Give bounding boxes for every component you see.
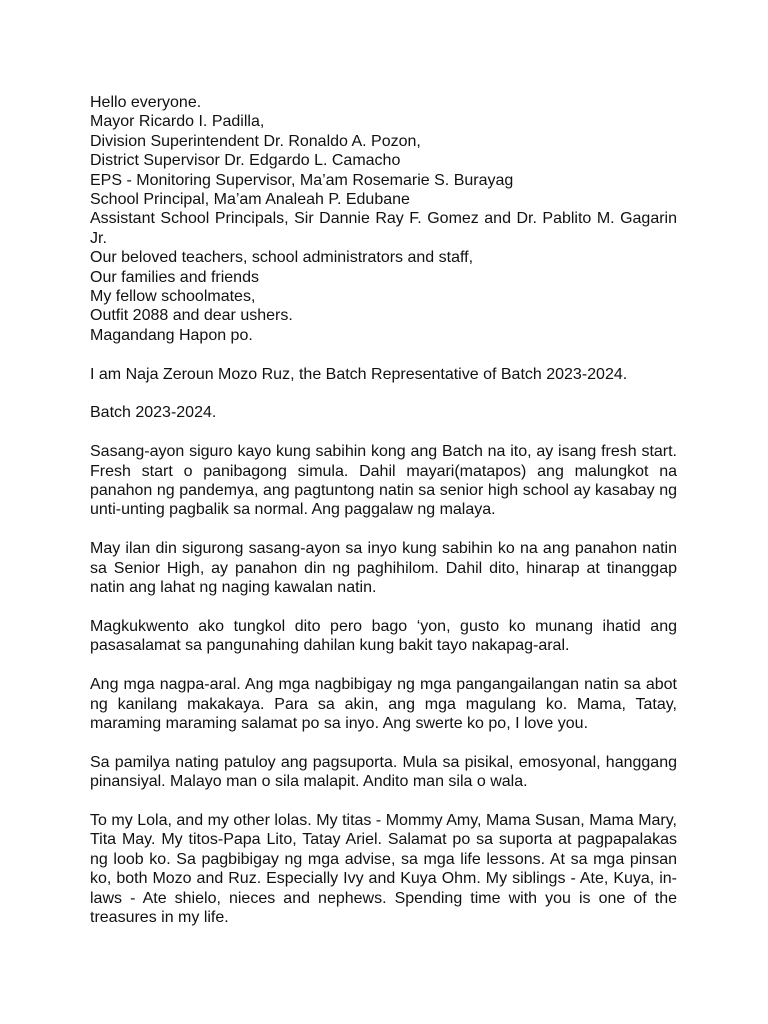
salutation-line: Our families and friends	[90, 268, 259, 286]
speech-paragraph: Batch 2023-2024.	[90, 404, 217, 422]
salutation-line: Assistant School Principals, Sir Dannie Ray F. Gomez and Dr. Pablito M. Gagarin Jr.	[90, 210, 677, 247]
speech-paragraph: Sasang-ayon siguro kayo kung sabihin kong ang Batch na ito, ay isang fresh start. Fresh start o panibagong simula. Dahil mayari(matapos) ang malungkot na panahon ng pandemya, ang pagtuntong natin sa senior high school ay kasabay ng unti-unting pagbalik sa normal. Ang paggalaw ng malaya.	[90, 443, 677, 519]
speech-paragraph: May ilan din sigurong sasang-ayon sa inyo kung sabihin ko na ang panahon natin sa Senior High, ay panahon din ng paghihilom. Dahil dito, hinarap at tinanggap natin ang lahat ng naging kawalan natin.	[90, 540, 677, 597]
salutation-line: Mayor Ricardo I. Padilla,	[90, 113, 265, 131]
salutation-block	[90, 93, 677, 345]
speech-paragraph: Ang mga nagpa-aral. Ang mga nagbibigay ng mga pangangailangan natin sa abot ng kanilang makakaya. Para sa akin, ang mga magulang ko. Mama, Tatay, maraming maraming salamat po sa inyo. Ang swerte ko po, I love you.	[90, 676, 677, 732]
document-page	[90, 93, 677, 927]
speech-paragraph: Magkukwento ako tungkol dito pero bago ‘yon, gusto ko munang ihatid ang pasasalamat sa pangunahing dahilan kung bakit tayo nakapag-aral.	[90, 617, 677, 655]
salutation-line: Division Superintendent Dr. Ronaldo A. Pozon,	[90, 132, 421, 150]
salutation-line: Our beloved teachers, school administrators and staff,	[90, 249, 474, 267]
salutation-line: Magandang Hapon po.	[90, 326, 253, 344]
speech-paragraph: Sa pamilya nating patuloy ang pagsuporta. Mula sa pisikal, emosyonal, hanggang pinansiyal. Malayo man o sila malapit. Andito man sila o wala.	[90, 753, 677, 791]
salutation-line: EPS - Monitoring Supervisor, Ma’am Rosemarie S. Burayag	[90, 171, 514, 189]
salutation-line: School Principal, Ma’am Analeah P. Edubane	[90, 191, 410, 209]
salutation-line: My fellow schoolmates,	[90, 288, 256, 306]
speech-paragraph: I am Naja Zeroun Mozo Ruz, the Batch Representative of Batch 2023-2024.	[90, 365, 628, 383]
greeting-line: Hello everyone.	[90, 94, 202, 111]
speech-paragraph: To my Lola, and my other lolas. My titas - Mommy Amy, Mama Susan, Mama Mary, Tita May. My titos-Papa Lito, Tatay Ariel. Salamat po sa suporta at pagpapalakas ng loob ko. Sa pagbibigay ng mga advise, sa mga life lessons. At sa mga pinsan ko, both Mozo and Ruz. Especially Ivy and Kuya Ohm. My siblings - Ate, Kuya, in-laws - Ate shielo, nieces and nephews. Spending time with you is one of the treasures in my life.	[90, 811, 677, 926]
salutation-line: District Supervisor Dr. Edgardo L. Camacho	[90, 152, 401, 170]
salutation-line: Outfit 2088 and dear ushers.	[90, 307, 293, 325]
